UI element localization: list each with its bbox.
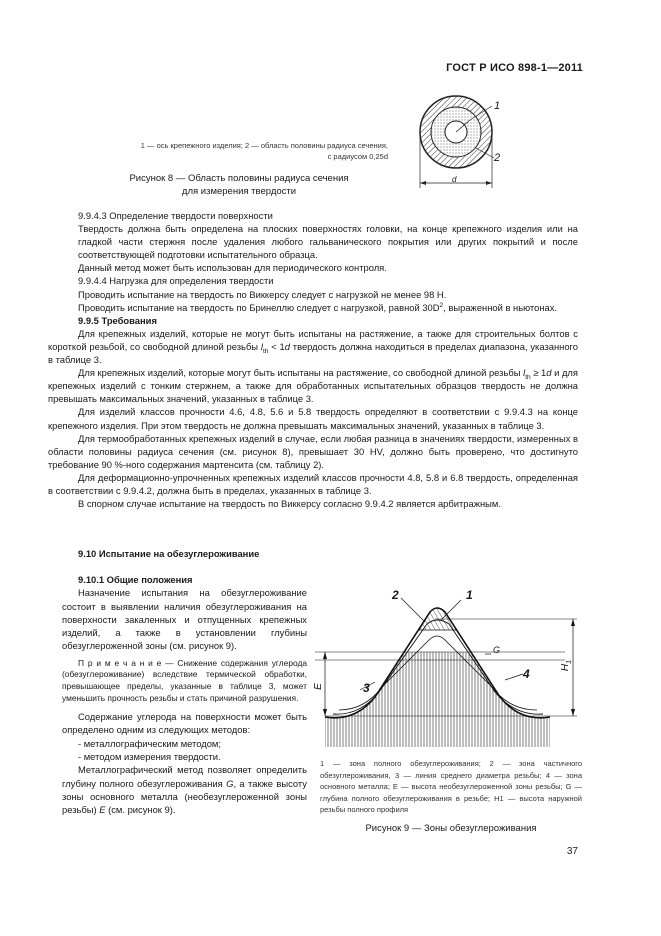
section-910-heading: 9.10 Испытание на обезуглероживание	[78, 548, 260, 559]
standard-header: ГОСТ Р ИСО 898-1—2011	[446, 62, 583, 74]
clause-9101-heading: 9.10.1 Общие положения	[78, 574, 193, 585]
general-purpose: Назначение испытания на обезуглероживание состоит в выявлении наличия обезуглероживания на поверхности закаленных и отпущенных крепежных изделий, а также в установлении глубины обезуглероженной зоны (см. рисунок 9).	[62, 587, 307, 652]
figure-9-label-3: 3	[363, 681, 370, 695]
figure-9-label-G: G	[493, 645, 501, 655]
clause-9943-heading: 9.9.4.3 Определение твердости поверхности	[78, 210, 273, 221]
figure-9-label-4: 4	[523, 667, 530, 681]
figure-8-label-1: 1	[494, 100, 501, 112]
figure-9-drawing	[312, 582, 585, 752]
clause-9944-heading: 9.9.4.4 Нагрузка для определения твердости	[78, 275, 274, 287]
figure-9-legend: 1 — зона полного обезуглероживания; 2 — зона частичного обезуглероживания, 3 — линия среднего диаметра резьбы; 4 — зона основного металла; E — высота необезуглероженной зоны резьбы; G — глубина полного обезуглероживания в резьбе; H1 — высота наружной резьбы полного профиля	[320, 759, 582, 814]
requirement-3: Для изделий классов прочности 4.6, 4.8, 5.6 и 5.8 твердость определяют в соответствии с 9.9.4.3 на конце крепежного изделия. При этом твердость не должна превышать максимальных значений, указанных в таблице 3.	[48, 406, 578, 431]
figure-8-label-d: d	[452, 175, 457, 184]
requirement-1: Для крепежных изделий, которые не могут быть испытаны на растяжение, а также для строительных болтов с короткой резьбой, со свободной длиной резьбы $l_{th} < 1d$ твердость должна находиться в пределах диапазона, указанного в таблице 3.	[48, 327, 578, 366]
figure-9-label-1: 1	[466, 588, 473, 602]
page-number: 37	[566, 846, 578, 857]
figure-9-label-E: E	[312, 683, 324, 690]
requirement-2: Для крепежных изделий, которые могут быть испытаны на растяжение, со свободной длиной резьбы $l_{th} \ge 1d$ и для крепежных изделий с тонким стержнем, а также для обработанных испытательных образцов твердость не должна превышать максимальных значений, указанных в таблице 3.	[48, 367, 578, 405]
brinell-load: Проводить испытание на твердость по Бринеллю следует с нагрузкой, равной $30D^2$, выраженной в ньютонах.	[78, 301, 558, 313]
method-1: - металлографическим методом;	[78, 737, 221, 749]
clause-9943-body: Твердость должна быть определена на плоских поверхностях головки, на конце крепежного изделия или на гладкой части стержня после удаления любого гальванического покрытия или других покрытий и после соответствующей подготовки испытательного образца.	[78, 223, 578, 261]
note: П р и м е ч а н и е — Снижение содержания углерода (обезуглероживание) вследствие термической обработки, превышающее пределы, указанные в таблице 3, может уменьшить прочность резьбы и стать причиной разрушения.	[62, 657, 307, 703]
left-column	[62, 573, 307, 817]
surface-methods: Содержание углерода на поверхности может быть определено одним из следующих методов:	[62, 711, 307, 736]
figure-8-caption: Рисунок 8 — Область половины радиуса сечения для измерения твердости	[129, 173, 349, 197]
requirement-5: Для деформационно-упрочненных крепежных изделий классов прочности 4.8, 5.8 и 6.8 твердость, определенная в соответствии с 9.9.4.2, должна быть в пределах, указанных в таблице 3.	[48, 471, 578, 496]
metallographic-method: Металлографический метод позволяет определить глубину полного обезуглероживания G, а также высоту зоны основного металла (необезуглероженной зоны резьбы) E (см. рисунок 9).	[62, 764, 307, 816]
figure-9-caption: Рисунок 9 — Зоны обезуглероживания	[365, 823, 537, 834]
main-text	[48, 209, 578, 510]
figure-8-legend: 1 — ось крепежного изделия; 2 — область половины радиуса сечения, с радиусом 0,25d	[140, 141, 388, 161]
figure-9-label-2: 2	[392, 588, 399, 602]
vickers-load: Проводить испытание на твердость по Виккерсу следует с нагрузкой не менее 98 Н.	[78, 288, 447, 300]
requirement-4: Для термообработанных крепежных изделий в случае, если любая разница в значениях твердости, измеренных в области половины радиуса сечения (см. рисунок 8), превышает 30 HV, должно быть проверено, что достигнуто требование 90 %-ного содержания мартенсита (см. таблицу 2).	[48, 432, 578, 470]
method-2: - методом измерения твердости.	[78, 751, 221, 763]
periodic-control: Данный метод может быть использован для периодического контроля.	[78, 262, 387, 274]
figure-8-label-2: 2	[494, 152, 501, 164]
figure-9-label-H1: $H_1$	[560, 659, 574, 672]
clause-995-heading: 9.9.5 Требования	[78, 314, 157, 326]
requirement-6: В спорном случае испытание на твердость по Виккерсу согласно 9.9.4.2 является арбитражным.	[78, 498, 501, 510]
figure-8-drawing	[410, 92, 520, 198]
